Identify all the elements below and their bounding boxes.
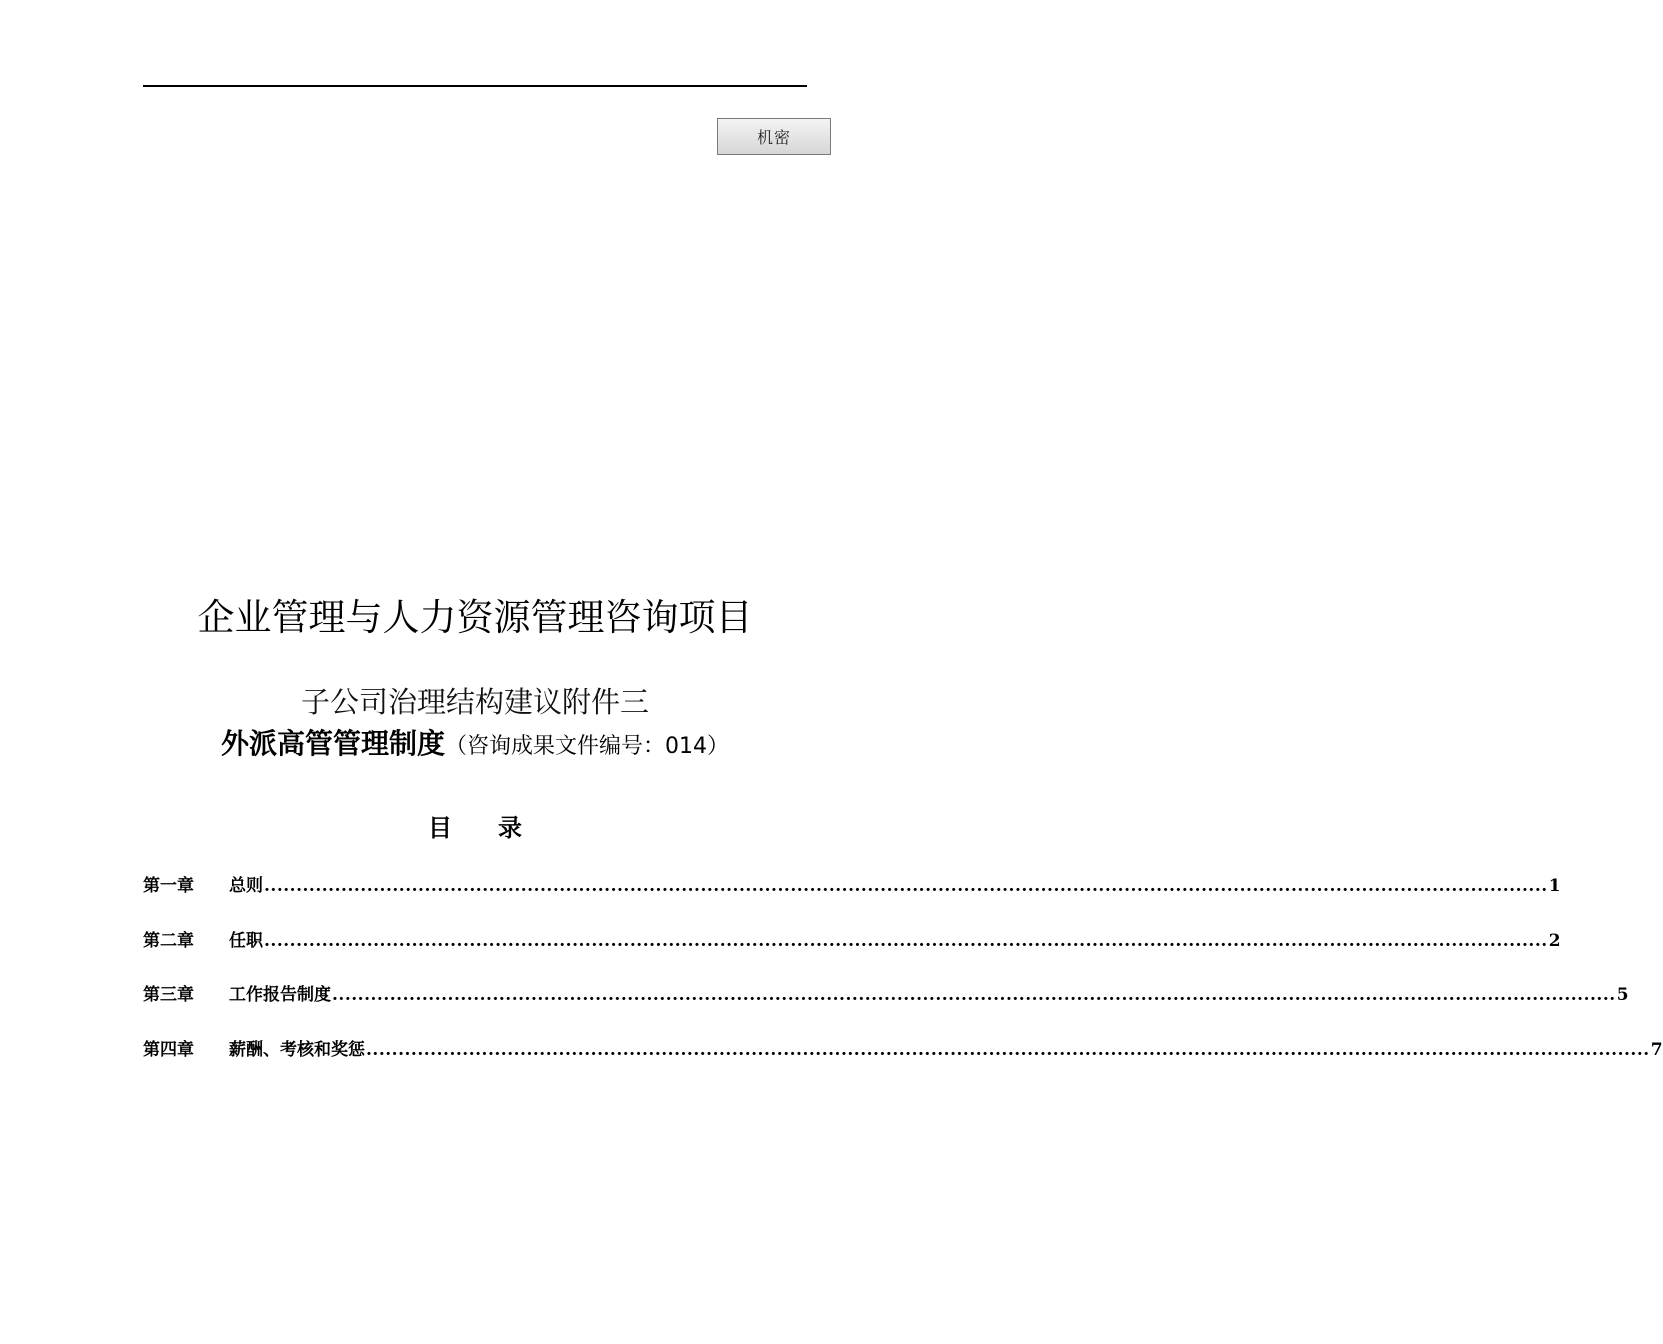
document-number-note: （咨询成果文件编号：014） xyxy=(445,734,729,759)
toc-chapter-number: 第一章 xyxy=(143,876,194,896)
toc-dot-leader: ........................................................................................................................................................................................................ xyxy=(264,930,1548,951)
document-title: 外派高管管理制度 xyxy=(220,727,445,760)
toc-entry[interactable] xyxy=(143,927,1561,982)
toc-entry[interactable] xyxy=(143,872,1561,927)
toc-chapter-title: 薪酬、考核和奖惩 xyxy=(229,1039,365,1060)
toc-entry[interactable] xyxy=(143,981,1629,1036)
toc-chapter-number: 第四章 xyxy=(143,1039,194,1060)
confidential-label: 机密 xyxy=(756,128,791,147)
toc-dot-leader: ........................................................................................................................................................................................................ xyxy=(366,1039,1650,1060)
toc-heading-right: 录 xyxy=(498,813,522,842)
toc-chapter-title: 任职 xyxy=(229,930,263,951)
toc-chapter-number: 第三章 xyxy=(143,985,194,1005)
toc-chapter-title: 总则 xyxy=(229,876,263,896)
project-title: 企业管理与人力资源管理咨询项目 xyxy=(197,596,753,639)
toc-dot-leader: ........................................................................................................................................................................................................ xyxy=(264,876,1548,896)
toc-page-number: 5 xyxy=(1616,985,1629,1005)
toc-chapter-title: 工作报告制度 xyxy=(229,985,331,1005)
document-subtitle: 子公司治理结构建议附件三 xyxy=(300,685,649,719)
toc-chapter-number: 第二章 xyxy=(143,930,194,951)
document-title-line xyxy=(0,724,950,768)
toc-heading-left: 目 xyxy=(428,813,452,842)
table-of-contents xyxy=(143,872,1663,1090)
toc-page-number: 2 xyxy=(1548,930,1561,951)
toc-dot-leader: ........................................................................................................................................................................................................ xyxy=(332,985,1616,1005)
toc-page-number: 1 xyxy=(1548,876,1561,896)
header-rule xyxy=(143,85,807,87)
confidential-badge xyxy=(717,118,831,155)
toc-heading xyxy=(0,812,950,844)
toc-page-number: 7 xyxy=(1650,1039,1663,1060)
toc-entry[interactable] xyxy=(143,1036,1663,1091)
